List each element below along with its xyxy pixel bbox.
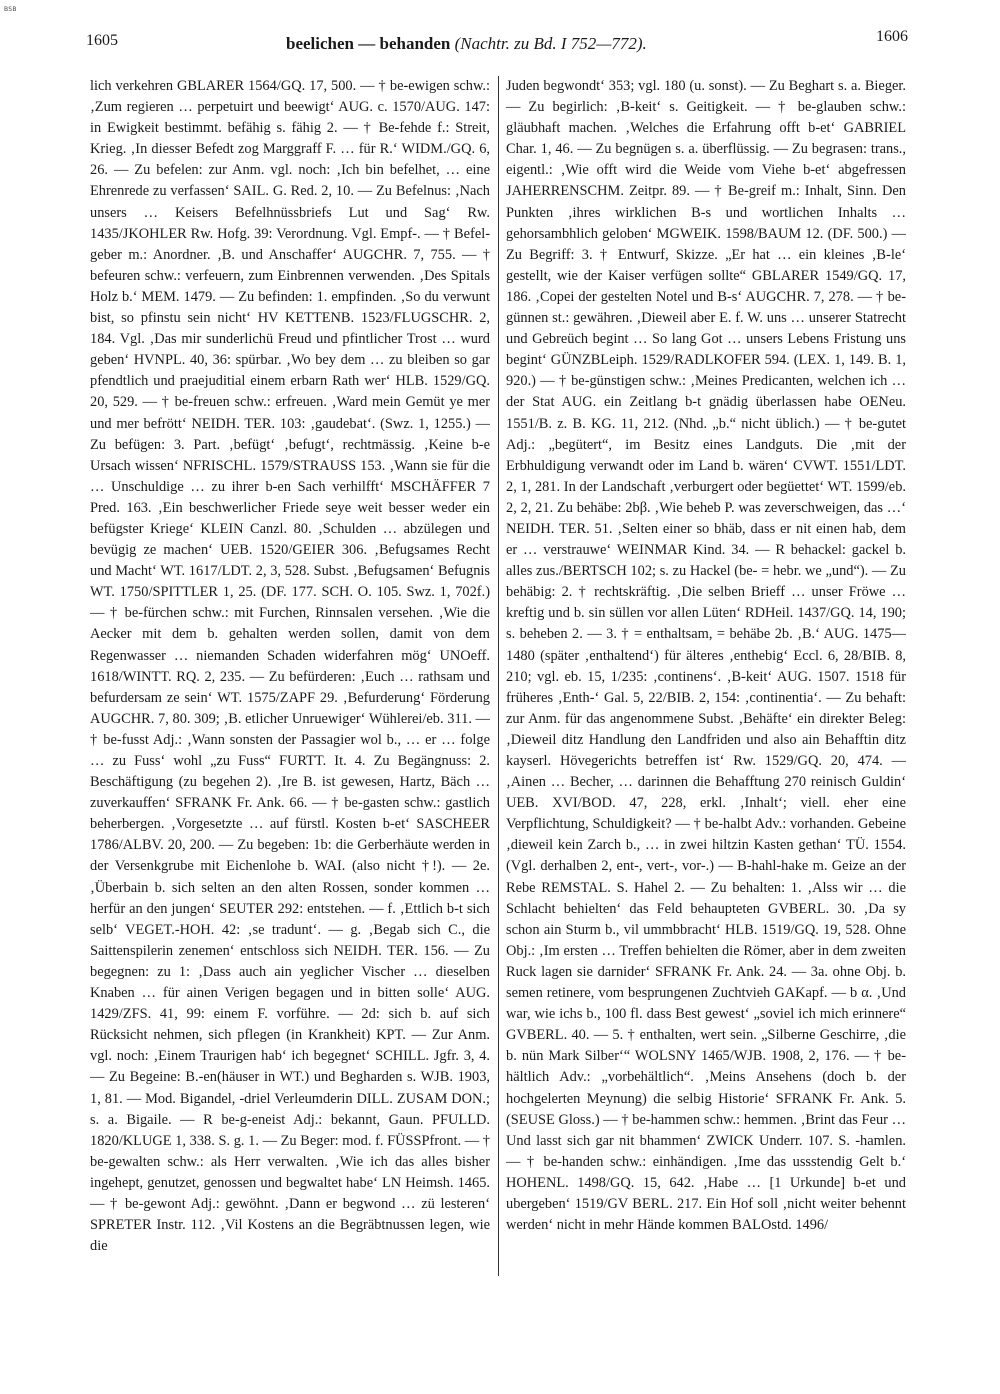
page-number-left: 1605: [86, 32, 118, 49]
running-title-note: (Nachtr. zu Bd. I 752—772).: [450, 34, 647, 53]
left-column: [90, 76, 490, 1381]
page-header: [86, 28, 908, 58]
running-title-main: beelichen — behanden: [286, 34, 451, 53]
left-column-text: lich verkehren GBLARER 1564/GQ. 17, 500. — † be-ewigen schw.: ‚Zum regieren … perpetuirt und beewigt‘ AUG. c. 1570/AUG. 147: in Ewigkeit bestimmt. befähig s. fähig 2. — † Be-fehde f.: Streit, Krieg. ‚In diesser Befedt zog Marggraff F. … für R.‘ WIDM./GQ. 6, 26. — Zu befelen: zur Anm. vgl. noch: ‚Ich bin befelhet, … eine Ehrenrede zu verfassen‘ SAIL. G. Red. 2, 10. — Zu Befelnus: ‚Nach unsers … Keisers Befelhnüssbriefs Lut und Sag‘ Rw. 1435/JKOHLER Rw. Hofg. 39: Verordnung. Vgl. Empf-. — † Befel-geber m.: Anordner. ‚B. und Anschaffer‘ AUGCHR. 7, 755. — † befeuren schw.: verfeuern, zum Einbrennen verwenden. ‚Des Spitals Holz b.‘ MEM. 1479. — Zu befinden: 1. empfinden. ‚So du verwunt bist, so pfinstu sein nicht‘ HV KETTENB. 1523/FLUGSCHR. 2, 184. Vgl. ‚Das mir sunderlichü Freud und pfintlicher Trost … wurd geben‘ HVNPL. 40, 36: spürbar. ‚Wo bey dem … zu bleiben so gar pfendtlich und praejuditial einem erbarn Rath wer‘ HLB. 1529/GQ. 20, 529. — † be-freuen schw.: erfreuen. ‚Ward mein Gemüt ye mer und mer befrött‘ NEIDH. TER. 103: ‚gaudebat‘. (Swz. 1, 1255.) — Zu befügen: 3. Part. ‚befügt‘ ‚befugt‘, rechtmässig. ‚Keine b-e Ursach wissen‘ NFRISCHL. 1579/STRAUSS 153. ‚Wann sie für die … Unschuldige … zu ihrer b-en Sach verhilfft‘ MSCHÄFFER 7 Pred. 163. ‚Ein beschwerlicher Friede seye weit besser weder ein befügster Kriege‘ KLEIN Canzl. 80. ‚Schulden … abzülegen und bevügig ze machen‘ UEB. 1520/GEIER 306. ‚Befugsames Recht und Macht‘ WT. 1617/LDT. 2, 3, 528. Subst. ‚Befugsamen‘ Befugnis WT. 1750/SPITTLER 1, 25. (DF. 177. SCH. O. 105. Swz. 1, 702f.) — † be-fürchen schw.: mit Furchen, Rinnsalen versehen. ‚Wie die Aecker mit dem b. gehalten werden sollen, damit von dem Regenwasser … niemanden Schaden widerfahren mög‘ UNOeff. 1618/WINTT. RQ. 2, 235. — Zu befürderen: ‚Euch … rathsam und befurdersam ze sein‘ WT. 1575/ZAPF 29. ‚Befurderung‘ Förderung AUGCHR. 7, 80. 309; ‚B. etlicher Unruewiger‘ Wühlerei/eb. 311. — † be-fusst Adj.: ‚Wann sonsten der Passagier wol b., … er … folge … zu Fuss‘ wohl „zu Fuss“ FURTT. It. 4. Zu Begängnuss: 2. Beschäftigung (zu begehen 2). ‚Ire B. ist gewesen, Hartz, Bäch … zuverkauffen‘ SFRANK Fr. Ank. 66. — † be-gasten schw.: gastlich beherbergen. ‚Vorgesetzte … auf fürstl. Kosten b-et‘ SASCHEER 1786/ALBV. 20, 200. — Zu begeben: 1b: die Gerberhäute werden in der Versenkgrube mit Eichenlohe b. WAI. (also nicht †!). — 2e. ‚Überbain b. sich selten an den alten Rossen, sonder kommen … herfür an den jungen‘ SEUTER 292: entstehen. — f. ‚Ettlich b-t sich selb‘ VEGET.-HOH. 42: ‚se tradunt‘. — g. ‚Begab sich C., die Saittenspilerin zenemen‘ entschloss sich NEIDH. TER. 156. — Zu begegnen: zu 1: ‚Dass auch ain yeglicher Vischer … dieselben Knaben … für ainen Verigen begagen und in bitten solle‘ AUG. 1429/ZFS. 41, 99: einem F. vorführe. — 2d: sich b. auf sich Rücksicht nehmen, sich pflegen (in Krankheit) KPT. — Zur Anm. vgl. noch: ‚Einem Traurigen hab‘ ich begegnet‘ SCHILL. Jgfr. 3, 4. — Zu Begeine: B.-en(häuser in WT.) und Begharden s. WJB. 1903, 1, 81. — Mod. Bigandel, -driel Verleumderin DILL. ZUSAM DON.; s. a. Bigaile. — R be-g-eneist Adj.: bekannt, Gaun. PFULLD. 1820/KLUGE 1, 338. S. g. 1. — Zu Beger: mod. f. FÜSSPfront. — † be-gewalten schw.: als Herr verwalten. ‚Wie ich das alles bisher ingehept, genutzet, genossen und begwaltet habe‘ LN Heimsh. 1465. — † be-gewont Adj.: gewöhnt. ‚Dann er begwond … zü lesteren‘ SPRETER Instr. 112. ‚Vil Kostens an die Begräbtnussen legen, wie die: [90, 78, 490, 1255]
dictionary-body: [90, 76, 910, 1381]
running-title: [286, 34, 647, 54]
right-column: [506, 76, 906, 1381]
page-number-right: 1606: [876, 28, 908, 45]
column-divider: [498, 76, 499, 1276]
right-column-text: Juden begwondt‘ 353; vgl. 180 (u. sonst). — Zu Beghart s. a. Bieger. — Zu begirlich: ‚B-keit‘ s. Geitigkeit. — † be-glauben schw.: gläubhaft machen. ‚Welches die Erfahrung offt b-et‘ GABRIEL Char. 1, 46. — Zu begnügen s. a. überflüssig. — Zu begrasen: trans., eigentl.: ‚Wie offt wird die Weide vom Viehe b-et‘ abgefressen JAHERRENSCHM. Zeitpr. 89. — † Be-greif m.: Inhalt, Sinn. Den Punkten ‚ihres wirklichen B-s und wortlichen Inhalts … gehorsambhlich geloben‘ MGWEIK. 1598/BAUM 12. (DF. 500.) — Zu Begriff: 3. † Entwurf, Skizze. „Er hat … ein kleines ‚B-le‘ gestellt, wie der Kaiser verfügen sollte“ GBLARER 1549/GQ. 17, 186. ‚Copei der gestelten Notel und B-s‘ AUGCHR. 7, 278. — † be-günnen st.: gewähren. ‚Dieweil aber E. f. W. uns … unserer Statrecht und Gebreüch begint … So lang Got … unsers Lebens Fristung uns begint‘ GÜNZBLeiph. 1529/RADLKOFER 594. (LEX. 1, 149. B. 1, 920.) — † be-günstigen schw.: ‚Meines Predicanten, welchen ich … der Stat AUG. ein Zeitlang b-t gnädig überlassen habe OENeu. 1551/B. z. B. KG. 11, 212. (Nhd. „b.“ nicht üblich.) — † be-gutet Adj.: „begütert“, im Besitz eines Landguts. Die ‚mit der Erbhuldigung verwandt oder im Land b. wären‘ CVWT. 1551/LDT. 2, 1, 281. In der Landschaft ‚verburgert oder begüettet‘ WT. 1599/eb. 2, 2, 21. Zu behäbe: 2bβ. ‚Wie beheb P. was zeverschweigen, das …‘ NEIDH. TER. 51. ‚Selten einer so bhäb, dass er nit einen hab, dem er … verstrauwe‘ WEINMAR Kind. 34. — R behackel: gackel b. alles zus./BERTSCH 102; s. zu Hackel (be- = hebr. we „und“). — Zu behäbig: 2. † rechtskräftig. ‚Die selben Brieff … unser Fröwe … kreftig und b. sin süllen vor allen Lüten‘ RDHeil. 1437/GQ. 14, 190; s. beheben 2. — 3. † = enthaltsam, = behäbe 2b. ‚B.‘ AUG. 1475—1480 (später ‚enthaltend‘) für älteres ‚enthebig‘ Eccl. 6, 28/BIB. 8, 210; vgl. eb. 15, 1/235: ‚continens‘. ‚B-keit‘ AUG. 1507. 1518 für früheres ‚Enth-‘ Gal. 5, 22/BIB. 2, 154: ‚continentia‘. — Zu behaft: zur Anm. für das angenommene Subst. ‚Behäfte‘ ein direkter Beleg: ‚Dieweil ditz Handlung den Landfriden und also ain Behafftin ditz kayserl. Hövegerichts betreffen ist‘ Rw. 1529/GQ. 20, 474. — ‚Ainen … Becher, … darinnen die Behafftung 270 reinisch Guldin‘ UEB. XVI/BOD. 47, 228, erkl. ‚Inhalt‘; viell. eher eine Verpflichtung, Schuldigkeit? — † be-halbt Adv.: vorhanden. Gebeine ‚dieweil kein Zarch b., … in zwei hiltzin Kasten gethan‘ TÜ. 1554. (Vgl. derhalben 2, ent-, vert-, vor-.) — B-hahl-hake m. Geize an der Rebe REMSTAL. S. Hahel 2. — Zu behalten: 1. ‚Alss wir … die Schlacht behielten‘ das Feld behaupteten GVBERL. 30. ‚Da sy schon ain Sturm b., vil ummbbracht‘ HLB. 1519/GQ. 19, 528. Ohne Obj.: ‚Im ersten … Treffen behielten die Römer, aber in dem zweiten Ruck lagen sie darnider‘ SFRANK Fr. Ank. 24. — 3a. ohne Obj. b. semen retinere, vom besprungenen Zuchtvieh GAKapf. — b α. ‚Und war, wie ichs b., 100 fl. dass Best gewest‘ „soviel ich mich erinnere“ GVBERL. 40. — 5. † enthalten, wert sein. „Silberne Geschirre, ‚die b. nün Mark Silber‘“ WOLSNY 1465/WJB. 1908, 2, 176. — † be-hältlich Adv.: „vorbehältlich“. ‚Meins Ansehens (doch b. der hochgelerten Meynung) die selbig Historie‘ SFRANK Fr. Ank. 5. (SEUSE Gloss.) — † be-hammen schw.: hemmen. ‚Brint das Feur … Und lasst sich gar nit bhammen‘ ZWICK Underr. 107. S. -hamlen. — † be-handen schw.: einhändigen. ‚Ime das ussstendig Gelt b.‘ HOHENL. 1498/GQ. 15, 642. ‚Habe … [1 Urkunde] b-et und ubergeben‘ 1519/GV BERL. 217. Ein Hof soll ‚nicht weiter behennt werden‘ nicht in mehr Hände kommen BALOstd. 1496/: [506, 78, 906, 1234]
library-watermark: BSB: [4, 6, 17, 13]
